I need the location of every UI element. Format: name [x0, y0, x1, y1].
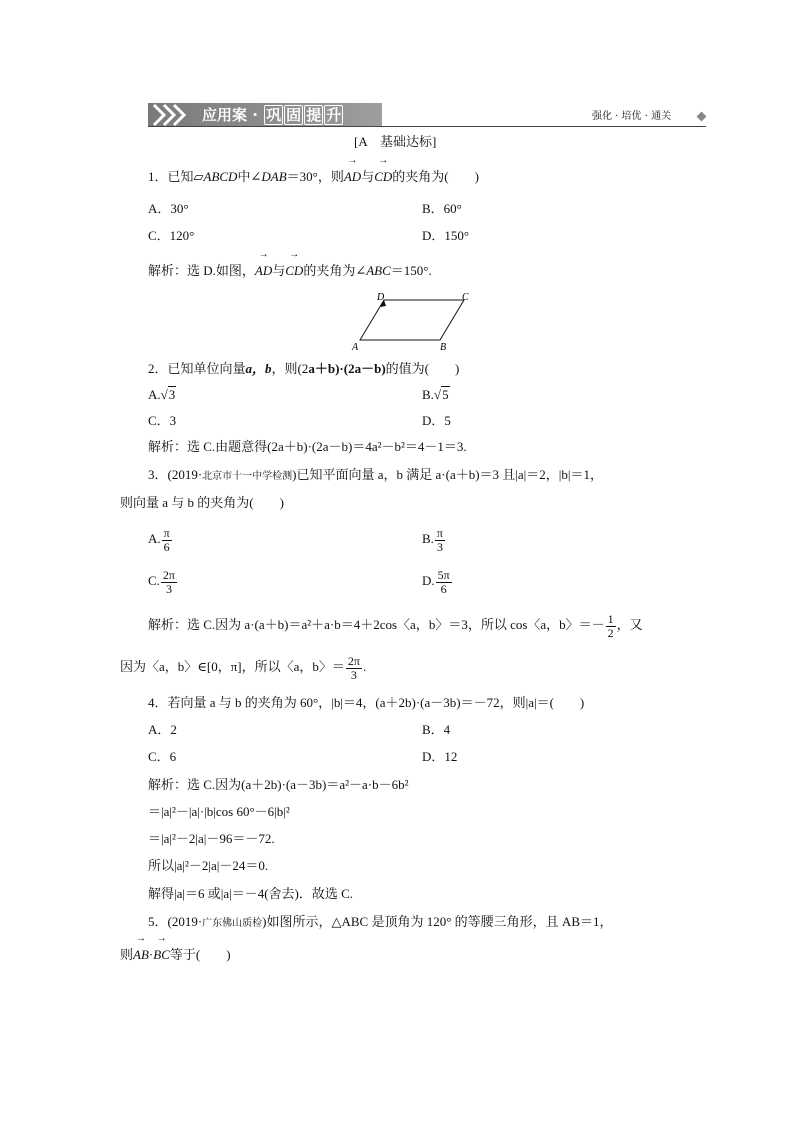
q2-option-d: D．5: [422, 413, 451, 428]
q4-option-c: C．6: [148, 749, 177, 764]
q3-solution-line1: 解析：选 C.因为 a·(a＋b)＝a²＋a·b＝4＋2cos〈a，b〉＝3，所以 cos〈a，b〉＝－ $\frac{1}{2}$ ，又: [148, 611, 643, 640]
q5-stem: 5．(2019·广东佛山质检)如图所示，△ABC 是顶角为 120° 的等腰三角形，且 AB＝1，: [148, 914, 613, 929]
banner-char: 升: [326, 106, 342, 124]
banner-char: 固: [286, 106, 302, 124]
q2-option-a: A.√3: [148, 387, 176, 402]
q3-option-a: A. $\frac{\pi}{6}$: [148, 525, 170, 554]
q1-option-d: D．150°: [422, 228, 470, 243]
q1-stem: 1．已知▱ABCD中∠DAB＝30°，则→ AD与→ CD的夹角为( ): [148, 168, 479, 186]
vector-cd: → CD: [285, 262, 303, 280]
figure-label-d: D: [377, 292, 385, 303]
vector-bc: → BC: [153, 946, 170, 964]
q4-option-a: A．2: [148, 722, 177, 737]
q4-option-b: B．4: [422, 722, 451, 737]
diamond-icon: [697, 112, 707, 122]
q1-option-a: A．30°: [148, 201, 189, 216]
q3-option-c: C. $\frac{2\pi}{3}$: [148, 567, 175, 596]
figure-label-c: C: [462, 292, 469, 303]
q4-solution-5: 解得|a|＝6 或|a|＝－4(舍去)．故选 C.: [148, 886, 354, 901]
banner-char: 提: [306, 106, 322, 124]
q4-stem: 4．若向量 a 与 b 的夹角为 60°，|b|＝4，(a＋2b)·(a－3b)＝－72，则|a|＝( ): [148, 695, 585, 710]
vector-ab: → AB: [133, 946, 149, 964]
q2-solution: 解析：选 C.由题意得(2a＋b)·(2a－b)＝4a²－b²＝4－1＝3.: [148, 439, 467, 454]
chevron-arrows-icon: [150, 103, 198, 127]
header-rule: [148, 126, 706, 127]
header-right-text: 强化 · 培优 · 通关: [592, 111, 672, 122]
parallelogram-figure: [350, 290, 480, 352]
q3-stem-line2: 则向量 a 与 b 的夹角为( ): [120, 495, 284, 510]
q4-solution-4: 所以|a|²－2|a|－24＝0.: [148, 858, 269, 873]
q1-option-b: B．60°: [422, 201, 462, 216]
banner-char: 巩: [266, 106, 282, 124]
q3-option-b: B. $\frac{\pi}{3}$: [422, 525, 443, 554]
q3-option-d: D. $\frac{5\pi}{6}$: [422, 567, 450, 596]
figure-label-b: B: [440, 342, 447, 352]
q1-solution: 解析：选 D.如图，→ AD与→ CD的夹角为∠ABC＝150°.: [148, 262, 432, 280]
section-title: [A 基础达标]: [354, 134, 437, 149]
q3-solution-line2: 因为〈a，b〉∈[0，π]，所以〈a，b〉＝ $\frac{2\pi}{3}$ .: [120, 653, 367, 682]
vector-cd: → CD: [374, 168, 392, 186]
banner-title: 应用案 · 巩 固 提 升: [202, 106, 342, 124]
q4-solution-2: ＝|a|²－|a|·|b|cos 60°－6|b|²: [148, 804, 290, 819]
q4-solution-1: 解析：选 C.因为(a＋2b)·(a－3b)＝a²－a·b－6b²: [148, 777, 409, 792]
q2-stem: 2．已知单位向量a，b，则(2a＋b)·(2a－b)的值为( ): [148, 361, 460, 376]
figure-label-a: A: [352, 342, 359, 352]
q4-solution-3: ＝|a|²－2|a|－96＝－72.: [148, 831, 275, 846]
q1-option-c: C．120°: [148, 228, 195, 243]
vector-ad: → AD: [344, 168, 361, 186]
q5-stem-line2: 则→ AB·→ BC等于( ): [120, 946, 231, 964]
q4-option-d: D．12: [422, 749, 458, 764]
q2-option-b: B.√5: [422, 387, 449, 402]
vector-ad: → AD: [255, 262, 272, 280]
q2-option-c: C．3: [148, 413, 177, 428]
q3-stem: 3．(2019·北京市十一中学检测)已知平面向量 a，b 满足 a·(a＋b)＝3 且|a|＝2，|b|＝1，: [148, 467, 603, 482]
